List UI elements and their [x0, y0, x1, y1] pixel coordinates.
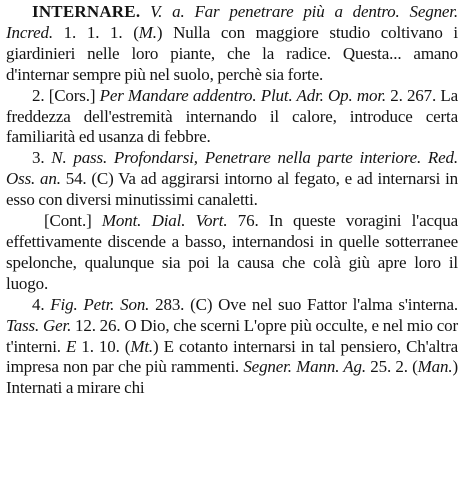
body-text: 25. 2. ( [366, 357, 418, 377]
body-text: ) Nulla con maggiore studio coltivano i giardinieri nelle loro piante, che la radice. Questa... amano d'internar sempre più nel suolo, perchè sia forte. [6, 22, 458, 84]
body-text: 12. 26. O Dio, che scerni L'opre più occulte, e nel mio cor t'interni. [6, 315, 459, 356]
sense-3-continuation [6, 211, 458, 295]
citation-text: Mont. Dial. Vort. [101, 211, 228, 231]
citation-text: Segner. Mann. Ag. [243, 357, 366, 377]
sense-3 [6, 148, 458, 211]
citation-text: Fig. Petr. Son. [50, 294, 150, 314]
citation-text: Tass. Ger. [6, 315, 72, 335]
body-text: 4. [32, 294, 51, 314]
sense-4 [6, 295, 458, 400]
citation-text: Mt. [130, 336, 153, 356]
citation-text: N. pass. Profondarsi, Penetrare nella parte interiore. Red. Oss. an. [6, 148, 458, 189]
citation-text: Man. [417, 357, 453, 377]
citation-text: M. [138, 22, 157, 42]
body-text: 76. In queste voragini l'acqua effettivamente discende a basso, internandosi in quelle sotterranee spelonche, qualunque sia poi la causa che colà giù apre loro il luogo. [6, 211, 458, 293]
body-text: ) Internati a mirare chi [6, 357, 458, 398]
body-text: [Cont.] [44, 211, 102, 231]
grammar-label: V. a. [150, 2, 185, 21]
sense-2 [6, 86, 458, 149]
body-text: ) E cotanto internarsi in tal pensiero, Ch'altra impresa non par che più rammenti. [6, 336, 458, 377]
citation-text: Segner. Incred. [6, 2, 458, 42]
body-text: 3. [32, 148, 52, 168]
body-text: 283. (C) Ove nel suo Fattor l'alma s'interna. [149, 294, 458, 314]
citation-text: E [66, 336, 77, 356]
headword: INTERNARE. [32, 2, 141, 21]
body-text: 54. (C) Va ad aggirarsi intorno al fegato, e ad internarsi in esso con diversi minutissimi canaletti. [6, 169, 458, 210]
citation-text: Per Mandare addentro. Plut. Adr. Op. mor. [99, 85, 386, 105]
body-text: 1. 1. 1. ( [52, 22, 139, 42]
body-text: 1. 10. ( [76, 336, 131, 356]
body-text: 2. [Cors.] [32, 85, 100, 105]
body-text: 2. 267. La freddezza dell'estremità internando il calore, introduce certa familiarità ed usanza di febbre. [6, 85, 458, 147]
entry-internare [6, 2, 458, 86]
dictionary-page [6, 2, 458, 399]
definition: Far penetrare più a dentro. [194, 2, 400, 21]
